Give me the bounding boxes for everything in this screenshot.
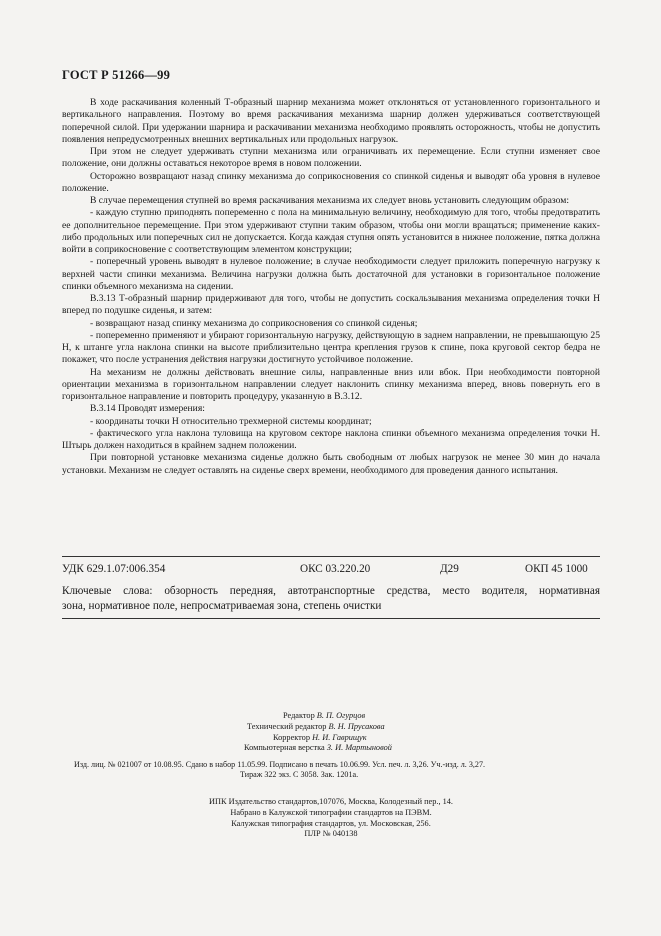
paragraph: В случае перемещения ступней во время раскачивания механизма их следует вновь установить следующим образом: <box>90 195 569 206</box>
keywords-line: Ключевые слова: обзорность передняя, автотранспортные средства, место водителя, нормативная <box>62 585 600 597</box>
credit-editor: Редактор В. П. Огурцов <box>283 711 366 720</box>
paragraph: В ходе раскачивания коленный Т-образный шарнир механизма может отклоняться от установленного горизонтального и вертикального направления. Поэтому во время раскачивания механизма шарнир должен удерживаться соответствующей поперечной силой. При удержании шарнира и раскачивании механизма необходимо проявлять осторожность, чтобы не допустить появления непредусмотренных внешних вертикальных или продольных нагрузок. <box>62 97 600 145</box>
credits <box>62 711 600 754</box>
paragraph: При этом не следует удерживать ступни механизма или ограничивать их перемещение. Если ступни изменяет свое положение, они должны оставаться некоторое время в новом положении. <box>62 146 600 170</box>
credit-tech-editor: Технический редактор В. Н. Прусакова <box>247 721 385 731</box>
publication-line: Изд. лиц. № 021007 от 10.08.95. Сдано в набор 11.05.99. Подписано в печать 10.06.99. Усл. печ. л. 3,26. Уч.-изд. л. 3,27. <box>74 760 486 769</box>
printing-line: Калужская типография стандартов, ул. Московская, 256. <box>231 818 431 828</box>
paragraph: - поперечный уровень выводят в нулевое положение; в случае необходимости следует приложить поперечную нагрузку к верхней части спинки механизма. Величина нагрузки должна быть достаточной для установки в горизонтальное положение спинки объемного механизма на сидении. <box>62 256 600 292</box>
printing-line: ПЛР № 040138 <box>304 829 358 839</box>
paragraph: - фактического угла наклона туловища на круговом секторе наклона спинки объемного механизма определения точки H. Штырь должен находиться в крайнем заднем положении. <box>62 427 600 451</box>
keywords-line: зона, нормативное поле, непросматриваемая зона, степень очистки <box>62 599 382 612</box>
paragraph: Осторожно возвращают назад спинку механизма до соприкосновения со спинкой сиденья и выводят оба уровня в нулевое положение. <box>62 170 600 194</box>
publication-line: Тираж 322 экз. С 3058. Зак. 1201а. <box>240 770 359 780</box>
bottom-divider <box>62 618 600 619</box>
d-code: Д29 <box>440 563 459 575</box>
keywords <box>62 584 600 613</box>
printing-info <box>62 797 600 840</box>
top-divider <box>62 556 600 557</box>
paragraph: На механизм не должны действовать внешние силы, направленные вниз или вбок. При необходимости повторной ориентации механизма в горизонтальном направлении следует наклонить спинку механизма вперед, вновь повернуть его в горизонтальное направление и повторить процедуру, указанную в В.3.12. <box>62 366 600 402</box>
oks-code: ОКС 03.220.20 <box>300 563 371 575</box>
document-header: ГОСТ Р 51266—99 <box>62 68 171 82</box>
paragraph: В.3.14 Проводят измерения: <box>90 403 205 415</box>
paragraph: - координаты точки H относительно трехмерной системы координат; <box>90 415 372 427</box>
okp-code: ОКП 45 1000 <box>525 563 588 575</box>
udk-code: УДК 629.1.07:006.354 <box>62 563 166 575</box>
paragraph: При повторной установке механизма сиденье должно быть свободным от любых нагрузок не менее 30 мин до начала установки. Механизм не следует оставлять на сиденье сверх времени, необходимого для проведения данного испытания. <box>62 452 600 476</box>
printing-line: Набрано в Калужской типографии стандартов на ПЭВМ. <box>230 807 432 817</box>
credit-layout: Компьютерная верстка З. И. Мартыновой <box>244 743 392 753</box>
publication-info <box>62 760 600 781</box>
paragraph: В.3.13 Т-образный шарнир придерживают для того, чтобы не допустить соскальзывания механизма определения точки H вперед по подушке сиденья, и затем: <box>62 293 600 317</box>
printing-line: ИПК Издательство стандартов,107076, Москва, Колодезный пер., 14. <box>209 797 453 806</box>
body-text <box>62 97 600 477</box>
credit-corrector: Корректор Н. И. Гаврищук <box>273 732 367 742</box>
paragraph: - каждую ступню приподнять попеременно с пола на минимальную величину, необходимую для того, чтобы предотвратить ее дополнительное перемещение. При этом удерживают ступни таким образом, чтобы они могли вращаться; применение каких-либо продольных или поперечных сил не допускается. Когда каждая ступня опять установится в нижнее положение, пятка должна войти в соприкосновение с соответствующим элементом конструкции; <box>62 207 600 255</box>
paragraph: - возвращают назад спинку механизма до соприкосновения со спинкой сиденья; <box>90 317 418 329</box>
paragraph: - попеременно применяют и убирают горизонтальную нагрузку, действующую в заднем направлении, не превышающую 25 Н, к штанге угла наклона спинки на высоте приблизительно центра крепления грузов к спине, пока круговой сектор бедра не покажет, что после устранения действия нагрузки достигнуто устойчивое положение. <box>62 329 600 366</box>
